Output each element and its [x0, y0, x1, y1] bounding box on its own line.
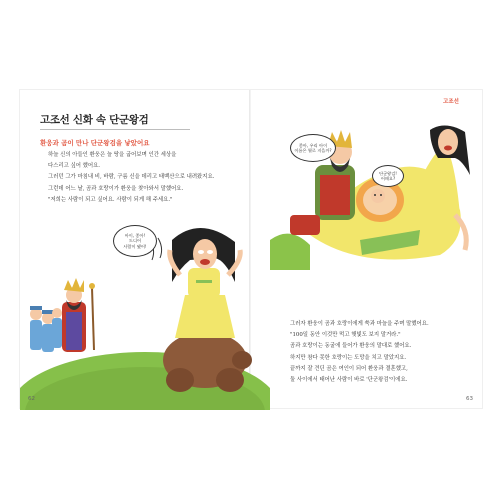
- body-line: "100일 동안 이것만 먹고 햇빛도 보지 말거라.": [290, 332, 401, 339]
- body-line: 하지만 참다 못한 호랑이는 도망을 치고 말았지요.: [290, 354, 407, 361]
- bubble-line: 어때요?: [380, 176, 396, 181]
- body-line: 곰과 호랑이는 동굴에 들어가 환웅의 말대로 했어요.: [290, 343, 412, 350]
- bubble-line: 사람이 됐어!: [123, 243, 147, 249]
- grass-strip: [270, 234, 310, 270]
- baby-speech-bubble: [372, 165, 404, 187]
- body-line: 다스리고 싶어 했어요.: [48, 163, 101, 170]
- woman-figure: [170, 228, 241, 338]
- bubble-line: 드디어: [128, 238, 142, 244]
- king-figure: [62, 278, 95, 352]
- bear-body: [163, 332, 252, 392]
- body-line: 그러자 환웅이 곰과 호랑이에게 쑥과 마늘을 주며 말했어요.: [290, 321, 429, 327]
- body-line: 둘 사이에서 태어난 사람이 바로 '단군왕검'이에요.: [290, 377, 408, 384]
- king-speech-bubble: [290, 134, 336, 162]
- chapter-label: 고조선: [443, 99, 459, 105]
- bubble-line: 좋아, 우리 아이: [298, 142, 328, 148]
- left-body-text: [48, 150, 238, 206]
- body-line: "저희는 사람이 되고 싶어요. 사람이 되게 해 주세요.": [48, 196, 173, 203]
- body-line: 끝까지 잘 견딘 곰은 여인이 되어 환웅과 결혼했고,: [290, 365, 408, 372]
- body-line: 그런데 어느 날, 곰과 호랑이가 환웅을 찾아와서 말했어요.: [48, 185, 184, 192]
- bear-speech-bubble: [113, 225, 157, 257]
- section-subtitle: 환웅과 곰이 만나 단군왕검을 낳았어요: [40, 139, 150, 147]
- body-line: 그러던 그가 마침내 비, 바람, 구름 신을 데리고 태백산으로 내려왔지요.: [48, 174, 215, 181]
- bubble-line: 단군왕검!: [379, 170, 397, 176]
- bubble-line: 이름은 뭘로 지을까?: [294, 148, 332, 153]
- page-number-left: 62: [28, 396, 35, 402]
- title-underline: [40, 129, 190, 130]
- right-body-text: [290, 319, 480, 386]
- page-number-right: 63: [466, 396, 473, 402]
- attendant-figures: [30, 306, 62, 352]
- page-title: 고조선 신화 속 단군왕검: [40, 114, 149, 126]
- body-line: 하늘 신의 아들인 환웅은 늘 땅을 굽어보며 인간 세상을: [48, 152, 177, 158]
- bubble-line: 아이, 좋아!: [124, 232, 146, 238]
